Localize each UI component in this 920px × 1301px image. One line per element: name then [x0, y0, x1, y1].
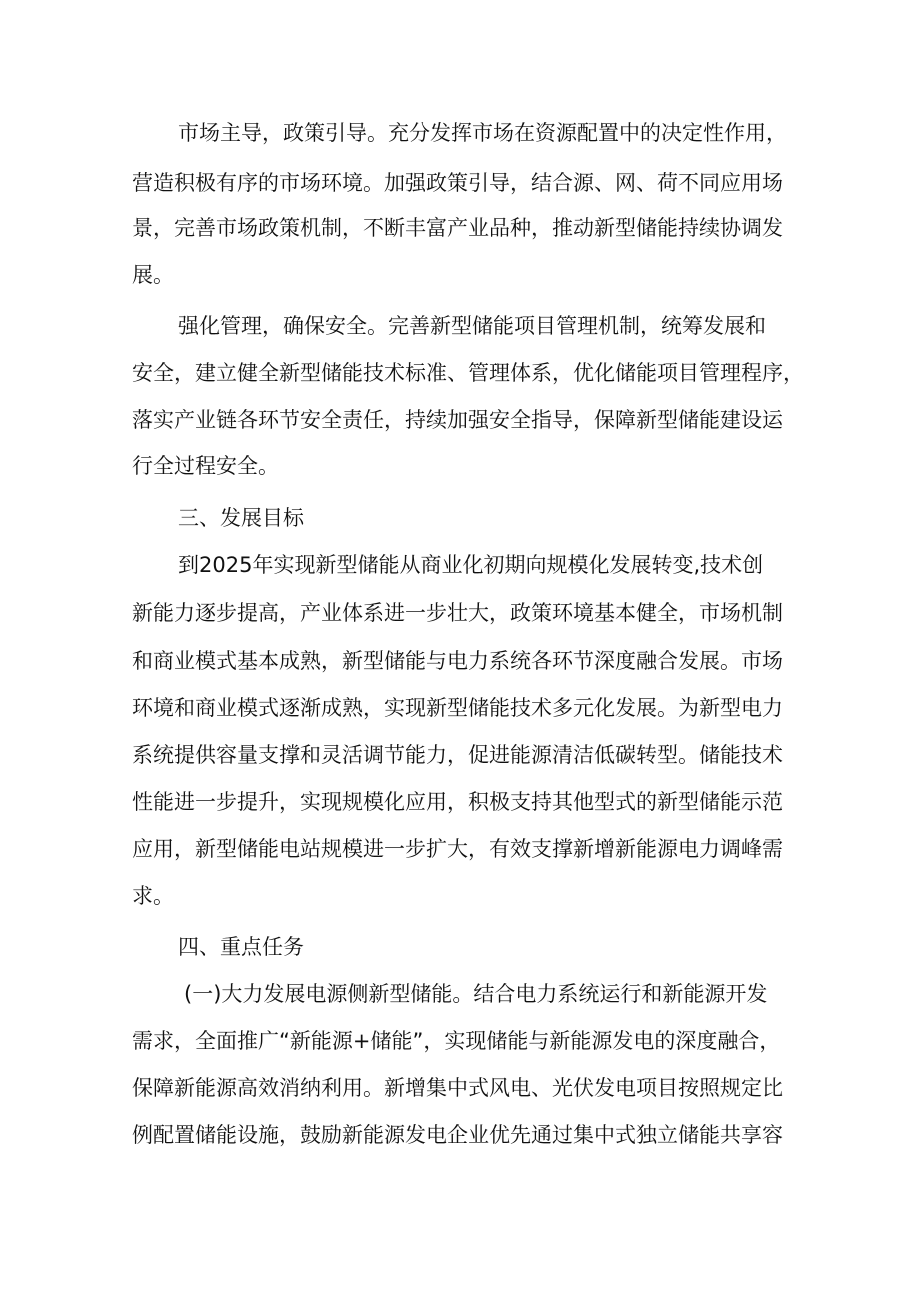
text-line: 营造积极有序的市场环境。加强政策引导，结合源、网、荷不同应用场: [132, 171, 783, 195]
text-line: 环境和商业模式逐渐成熟，实现新型储能技术多元化发展。为新型电力: [132, 696, 783, 720]
text-line: 和商业模式基本成熟，新型储能与电力系统各环节深度融合发展。市场: [132, 649, 783, 673]
text-line: 保障新能源高效消纳利用。新增集中式风电、光伏发电项目按照规定比: [132, 1076, 783, 1100]
text-line: 性能进一步提升，实现规模化应用，积极支持其他型式的新型储能示范: [132, 790, 783, 814]
text-line: 景，完善市场政策机制，不断丰富产业品种，推动新型储能持续协调发: [132, 216, 783, 240]
text-line: 需求，全面推广“新能源+储能”，实现储能与新能源发电的深度融合，: [132, 1029, 781, 1053]
text-line: 系统提供容量支撑和灵活调节能力，促进能源清洁低碳转型。储能技术: [132, 743, 783, 767]
text-line: 行全过程安全。: [132, 454, 279, 478]
text-line: 例配置储能设施，鼓励新能源发电企业优先通过集中式独立储能共享容: [132, 1123, 783, 1147]
text-line: 市场主导，政策引导。充分发挥市场在资源配置中的决定性作用，: [178, 121, 787, 145]
text-line: 应用，新型储能电站规模进一步扩大，有效支撑新增新能源电力调峰需: [132, 837, 783, 861]
section-heading: 三、发展目标: [178, 506, 304, 530]
text-line: 强化管理，确保安全。完善新型储能项目管理机制，统筹发展和: [178, 314, 766, 338]
text-line: 到2025年实现新型储能从商业化初期向规模化发展转变,技术创: [178, 553, 764, 577]
text-line: 展。: [132, 263, 174, 287]
section-heading: 四、重点任务: [178, 935, 304, 959]
text-line: 新能力逐步提高，产业体系进一步壮大，政策环境基本健全，市场机制: [132, 601, 783, 625]
text-line: 安全，建立健全新型储能技术标准、管理体系，优化储能项目管理程序，: [132, 361, 804, 385]
text-line: (一)大力发展电源侧新型储能。结合电力系统运行和新能源开发: [184, 982, 768, 1006]
text-line: 落实产业链各环节安全责任，持续加强安全指导，保障新型储能建设运: [132, 408, 783, 432]
text-line: 求。: [132, 884, 174, 908]
